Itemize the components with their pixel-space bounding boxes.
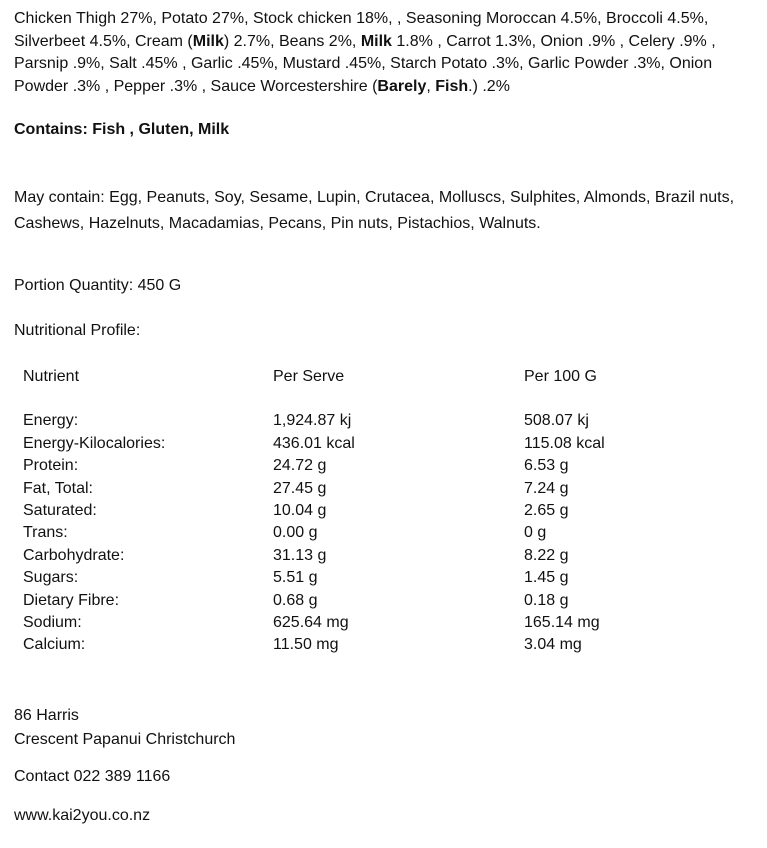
allergen-milk: Milk — [360, 32, 392, 50]
address — [14, 704, 235, 752]
nutrient-name: Dietary Fibre: — [23, 591, 120, 609]
per-100g-value: 115.08 kcal — [524, 434, 605, 452]
per-100g-value: 8.22 g — [524, 546, 569, 564]
table-header — [23, 366, 743, 388]
table-row — [23, 500, 743, 522]
nutrient-name: Saturated: — [23, 501, 97, 519]
table-row — [23, 612, 743, 634]
nutrient-name: Energy: — [23, 412, 79, 430]
ingredients-text: ) 2.7%, Beans 2%, — [223, 32, 361, 50]
table-row — [23, 478, 743, 500]
website-url: www.kai2you.co.nz — [14, 807, 151, 824]
ingredients-text: 1.8% , Carrot 1.3%, Onion .9% , Celery .9% , Parsnip .9%, Salt .45% , Garlic .45%, Mustard .45%, Starch Potato .3%, Garlic Powder .3%, Onion Powder .3% , Pepper .3% , Sauce Worcestershire ( — [14, 32, 716, 95]
table-row — [23, 455, 743, 477]
address-line-1: 86 Harris — [14, 707, 79, 724]
per-serve-value: 0.68 g — [273, 591, 318, 609]
table-row — [23, 433, 743, 455]
per-100g-value: 0 g — [524, 524, 547, 542]
per-serve-value: 5.51 g — [273, 569, 318, 587]
nutrient-name: Sodium: — [23, 613, 82, 631]
per-serve-value: 10.04 g — [273, 501, 327, 519]
header-per-100g: Per 100 G — [524, 368, 597, 385]
allergen-barley: Barely — [377, 77, 427, 95]
header-per-serve: Per Serve — [273, 368, 345, 385]
label-page — [14, 8, 759, 824]
per-100g-value: 3.04 mg — [524, 636, 582, 654]
per-100g-value: 0.18 g — [524, 591, 569, 609]
table-row — [23, 567, 743, 589]
nutrient-name: Calcium: — [23, 636, 86, 654]
per-100g-value: 6.53 g — [524, 457, 569, 475]
nutrient-name: Trans: — [23, 524, 68, 542]
ingredients-text: , — [426, 77, 436, 95]
per-100g-value: 508.07 kj — [524, 412, 589, 430]
header-nutrient: Nutrient — [23, 368, 80, 385]
table-row — [23, 545, 743, 567]
table-row — [23, 410, 743, 432]
contains-statement: Contains: Fish , Gluten, Milk — [14, 121, 230, 138]
nutrient-name: Protein: — [23, 457, 79, 475]
per-serve-value: 1,924.87 kj — [273, 412, 352, 430]
per-serve-value: 31.13 g — [273, 546, 327, 564]
allergen-fish: Fish — [435, 77, 469, 95]
ingredients-list — [14, 8, 759, 98]
per-serve-value: 625.64 mg — [273, 613, 349, 631]
nutrient-name: Sugars: — [23, 569, 79, 587]
nutrient-name: Energy-Kilocalories: — [23, 434, 166, 452]
table-row — [23, 522, 743, 544]
per-100g-value: 7.24 g — [524, 479, 569, 497]
nutrition-table — [23, 366, 743, 657]
table-row — [23, 590, 743, 612]
allergen-milk: Milk — [192, 32, 224, 50]
address-line-2: Crescent Papanui Christchurch — [14, 731, 236, 748]
table-body — [23, 410, 743, 656]
ingredients-text: Chicken Thigh 27%, Potato 27%, Stock chicken 18%, , Seasoning Moroccan 4.5%, Broccoli 4.5%, Silverbeet 4.5%, Cream ( — [14, 10, 709, 50]
table-row — [23, 634, 743, 656]
per-100g-value: 165.14 mg — [524, 613, 600, 631]
per-100g-value: 1.45 g — [524, 569, 569, 587]
portion-quantity: Portion Quantity: 450 G — [14, 277, 182, 294]
nutrient-name: Carbohydrate: — [23, 546, 125, 564]
per-100g-value: 2.65 g — [524, 501, 569, 519]
contact-phone: Contact 022 389 1166 — [14, 768, 171, 785]
per-serve-value: 11.50 mg — [273, 636, 339, 654]
nutrient-name: Fat, Total: — [23, 479, 93, 497]
may-contain-statement: May contain: Egg, Peanuts, Soy, Sesame, Lupin, Crutacea, Molluscs, Sulphites, Almonds, Brazil nuts, Cashews, Hazelnuts, Macadamias, Pecans, Pin nuts, Pistachios, Walnuts. — [14, 189, 735, 232]
ingredients-text: .) .2% — [468, 77, 510, 95]
per-serve-value: 0.00 g — [273, 524, 318, 542]
per-serve-value: 27.45 g — [273, 479, 327, 497]
nutritional-profile-title: Nutritional Profile: — [14, 322, 141, 339]
per-serve-value: 24.72 g — [273, 457, 327, 475]
per-serve-value: 436.01 kcal — [273, 434, 355, 452]
